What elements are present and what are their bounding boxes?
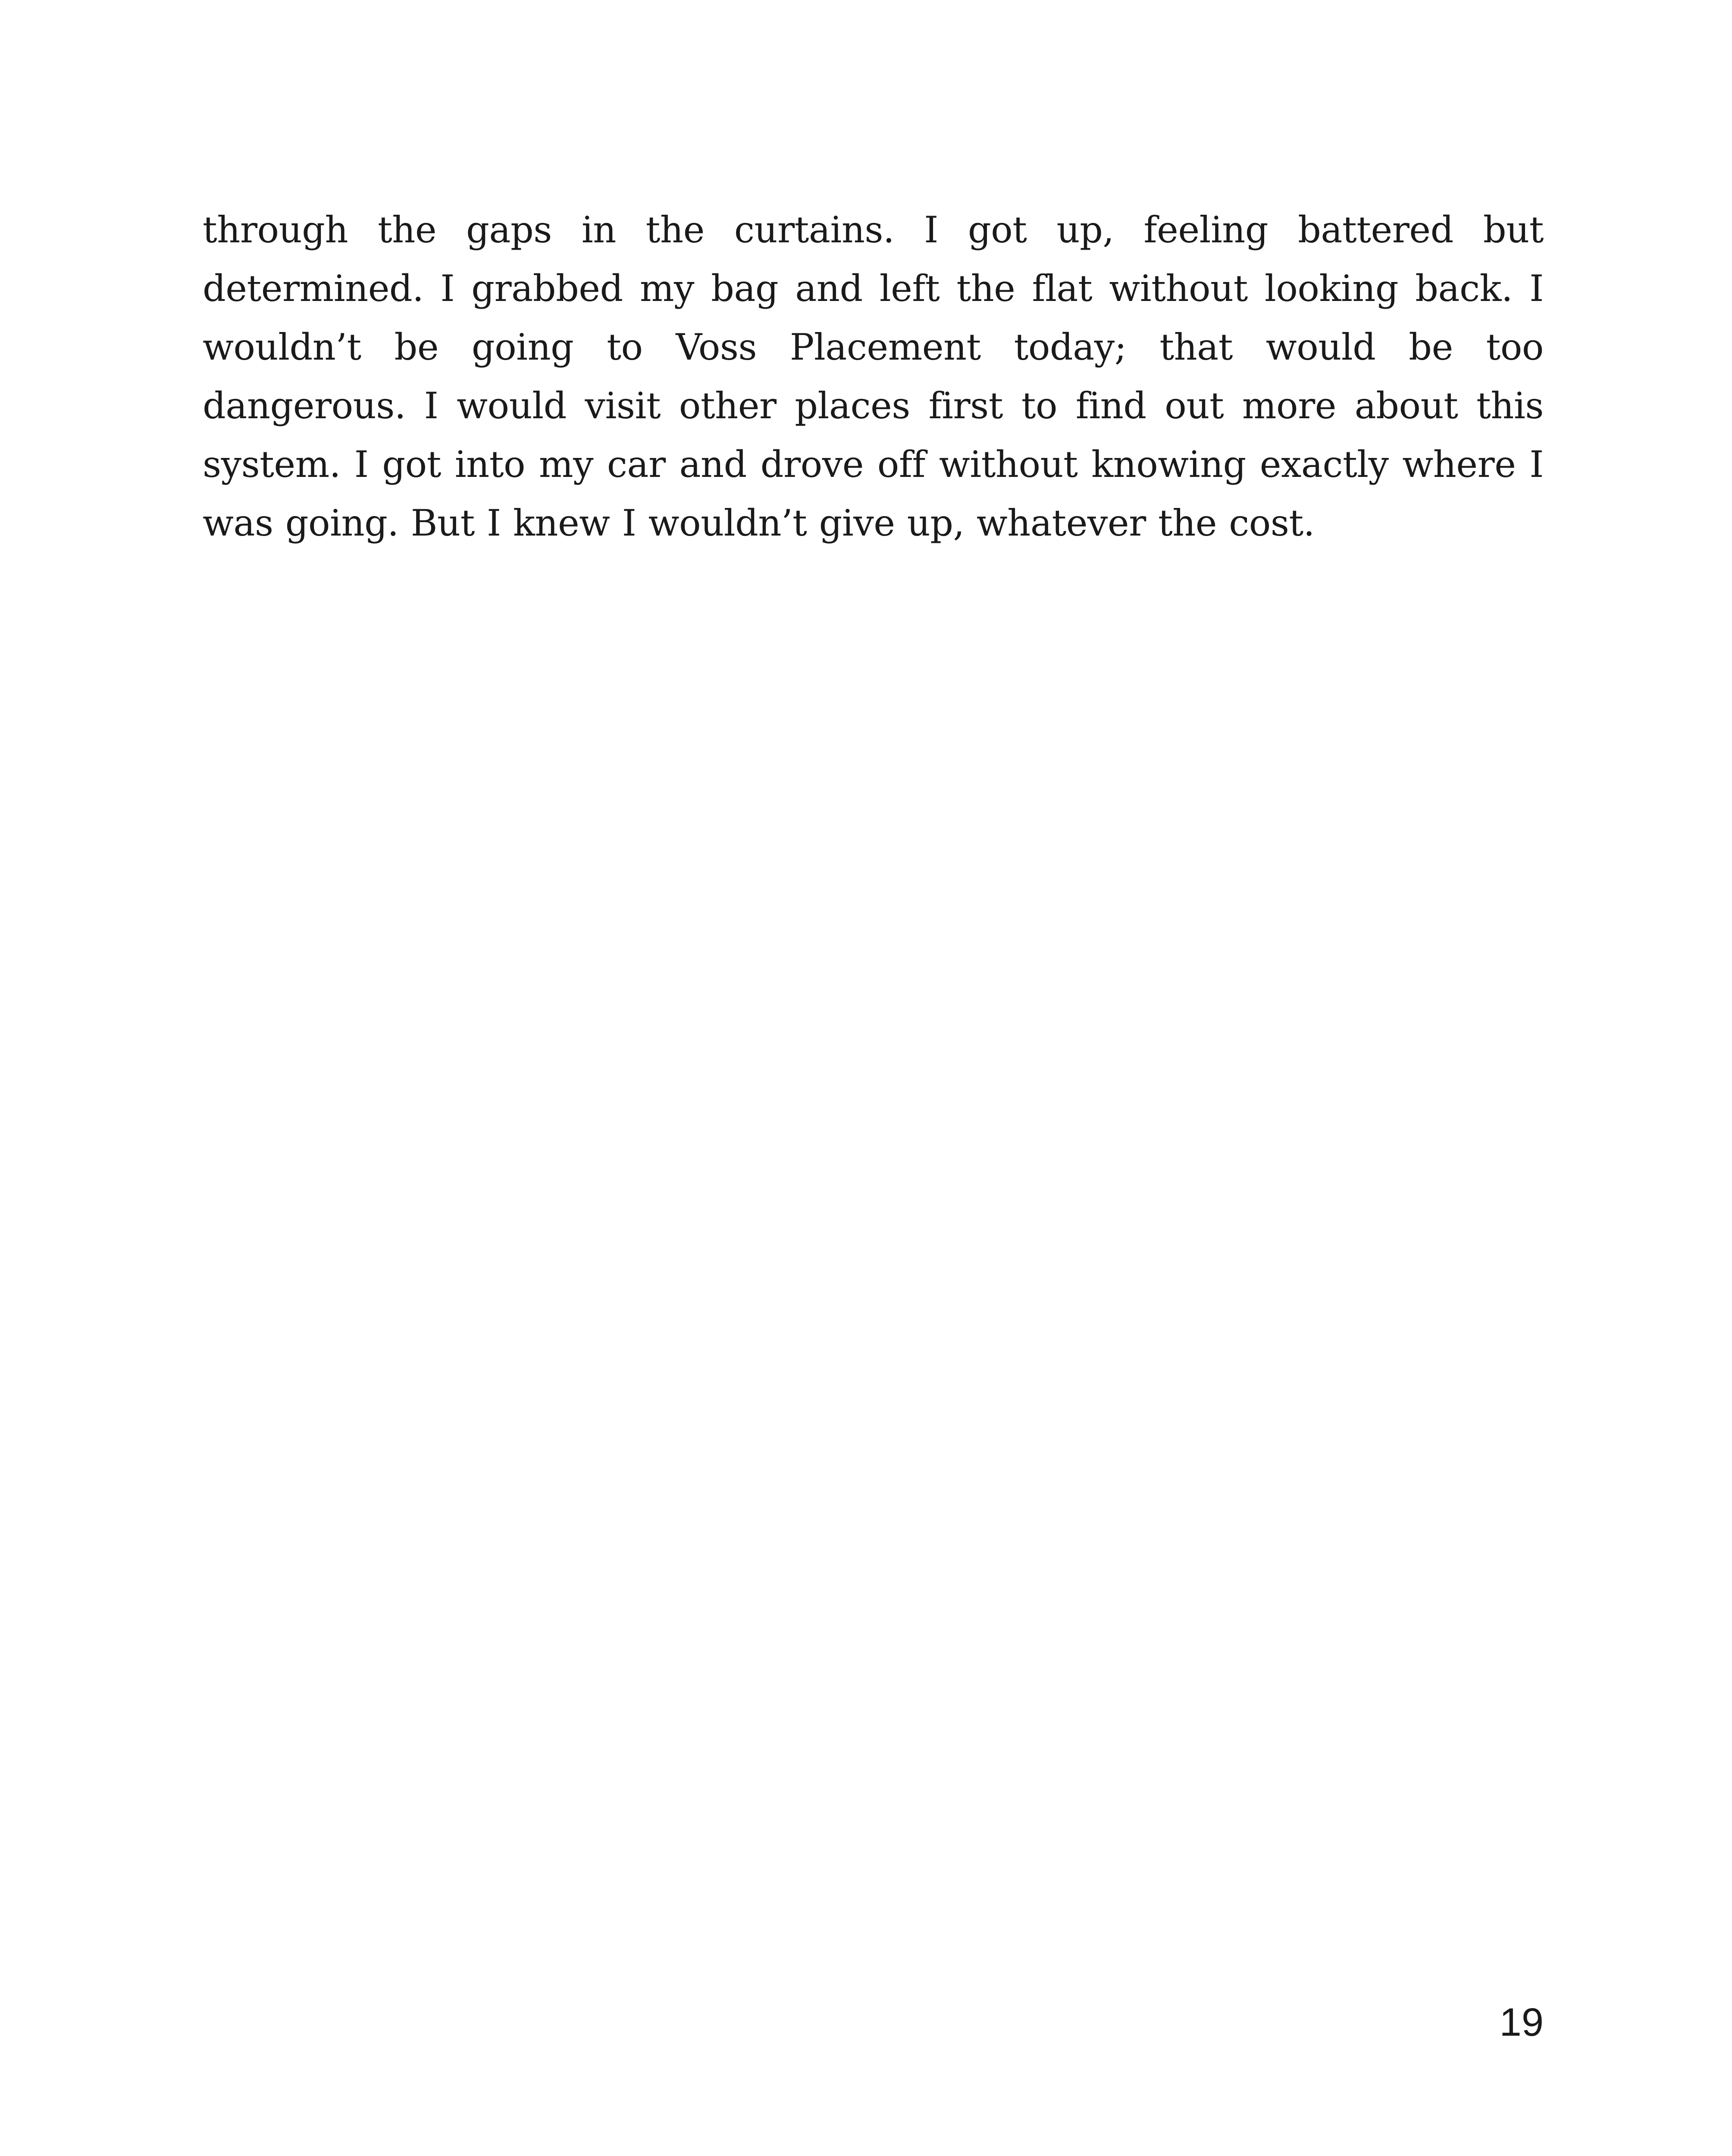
page-number: 19: [1499, 2000, 1544, 2044]
body-paragraph: through the gaps in the curtains. I got up, feeling battered but determined. I grabbed my bag and left the flat without looking back. I wouldn’t be going to Voss Placement today; that would be too dangerous. I would visit other places first to find out more about this system. I got into my car and drove off without knowing exactly where I was going. But I knew I wouldn’t give up, whatever the cost.: [203, 209, 1544, 544]
